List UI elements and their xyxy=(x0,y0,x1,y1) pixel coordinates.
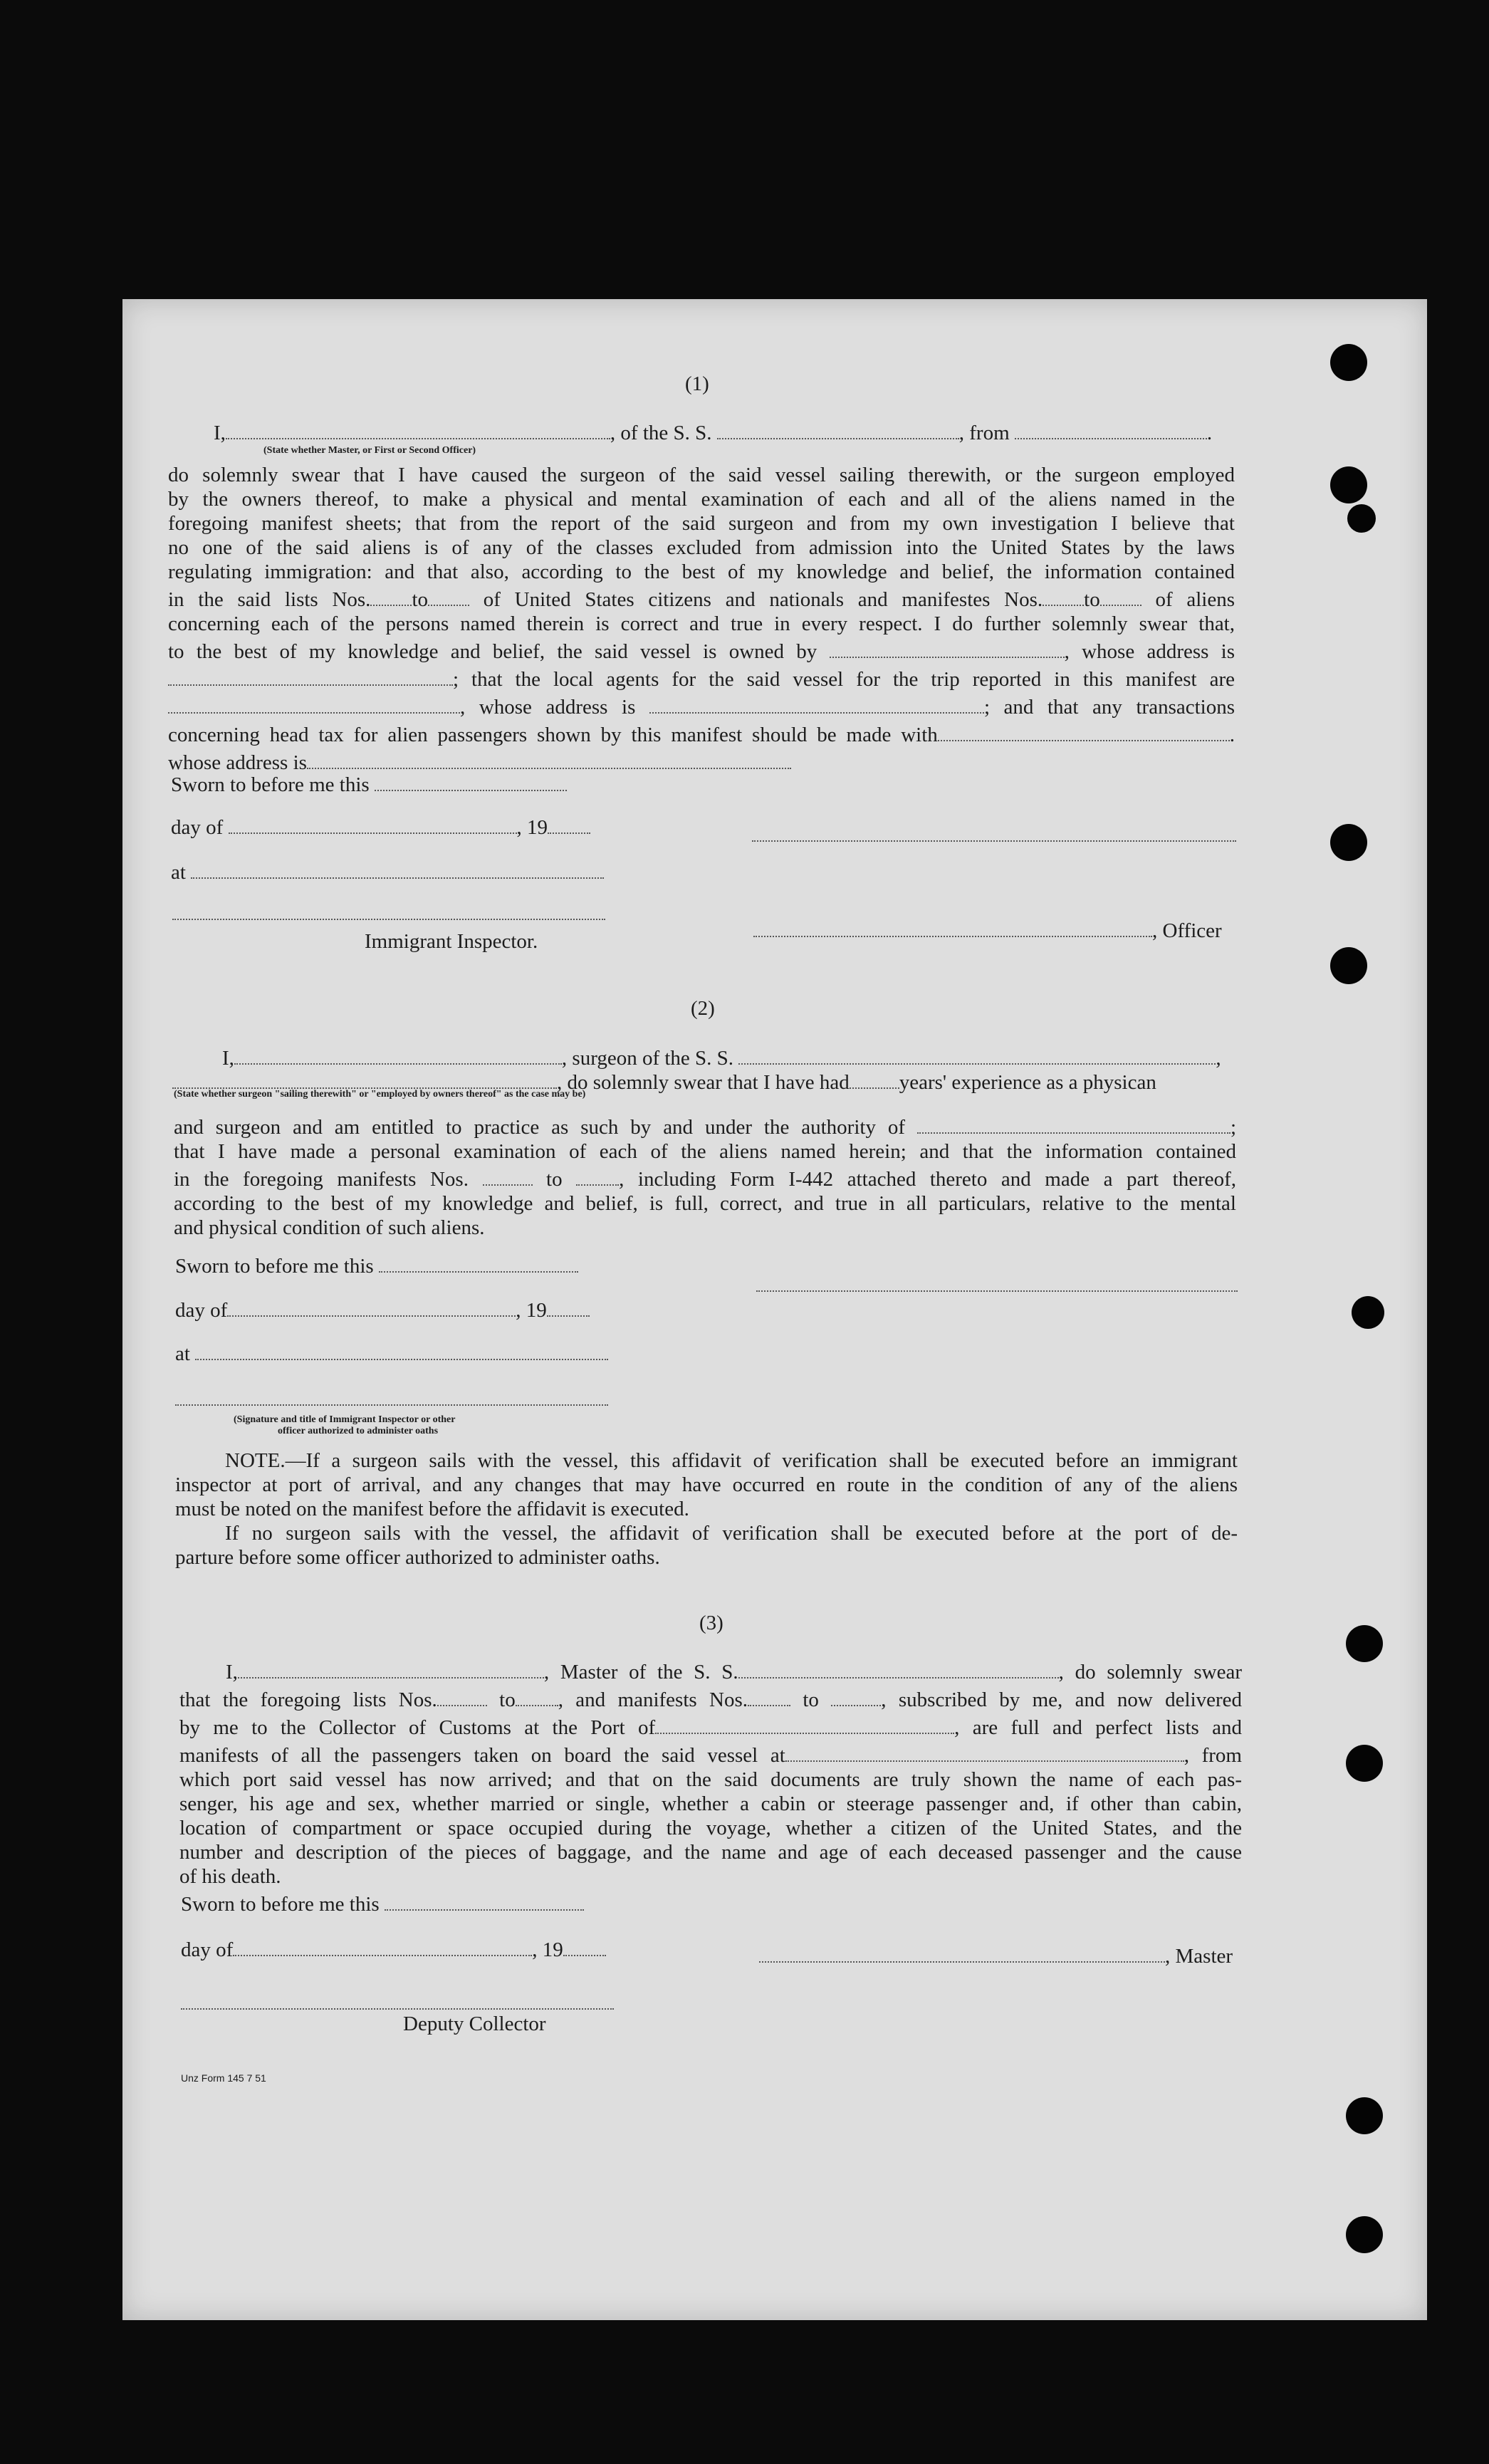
sec2-surgeon-signature[interactable] xyxy=(756,1290,1238,1292)
sec2-month-field[interactable] xyxy=(227,1295,516,1317)
punch-hole xyxy=(1330,344,1367,381)
lists-to-field[interactable] xyxy=(428,584,469,606)
sec3-manifests-to-field[interactable] xyxy=(831,1684,881,1706)
section-3-number: (3) xyxy=(699,1612,723,1634)
head-tax-address-field[interactable] xyxy=(307,747,791,769)
agents-field[interactable] xyxy=(168,691,460,714)
sec3-body: I, , Master of the S. S. , do solemnly swear that the foregoing lists Nos. to , and manifests Nos. to , subscribed by me, and now delivered by me to the Collector of Customs at the Port of , are full and perfect lists and manifests of all the passengers taken on board the said vessel at , from which port said vessel has now arrived; and that on the said documents are truly shown the name of each pas- senger, his age and sex, whether married or single, whether a cabin or steerage passenger and, if other than cabin, location of compartment or space occupied during the voyage, whether a citizen of the United States, and the number and description of the pieces of baggage, and the name and age of each deceased passenger and the cause of his death. xyxy=(179,1656,1242,1889)
sec3-master: , Master xyxy=(759,1941,1233,1967)
sec2-vessel-field[interactable] xyxy=(738,1043,1216,1065)
punch-hole xyxy=(1346,2216,1383,2253)
customs-port-field[interactable] xyxy=(655,1712,954,1734)
sec3-vessel-field[interactable] xyxy=(738,1656,1059,1679)
sec1-i-label: I, xyxy=(214,422,226,444)
sec1-line-1: I, , of the S. S. , from . xyxy=(214,417,1212,444)
sec2-sworn: Sworn to before me this xyxy=(175,1251,578,1277)
deputy-collector-label: Deputy Collector xyxy=(403,2013,546,2035)
sec1-body: do solemnly swear that I have caused the surgeon of the said vessel sailing therewith, or the surgeon employed by the owners thereof, to make a physical and mental examination of each and all of the aliens named in the foregoing manifest sheets; that from the report of the said surgeon and from my own investigation I believe that no one of the said aliens is of any of the classes excluded from admission into the United States by the laws regulating immigration: and that also, according to the best of my knowledge and belief, the information contained in the said lists Nos. to of United States citizens and nationals and manifestes Nos. to of aliens concerning each of the persons named therein is correct and true in every respect. I do further solemnly swear that, to the best of my knowledge and belief, the said vessel is owned by , whose address is ; that the local agents for the said vessel for the trip reported in this manifest are , whose address is ; and that any transactions concerning head tax for alien passengers shown by this manifest should be made with . whose address is xyxy=(168,464,1235,774)
sec2-signature-caption-1: (Signature and title of Immigrant Inspector or other xyxy=(234,1414,456,1425)
owner-field[interactable] xyxy=(830,636,1065,658)
sec2-manifests-to-field[interactable] xyxy=(576,1164,619,1186)
master-name-field[interactable] xyxy=(238,1656,544,1679)
sec2-signature-caption-2: officer authorized to administer oaths xyxy=(278,1426,439,1436)
manifests-to-field[interactable] xyxy=(1100,584,1141,606)
head-tax-agent-field[interactable] xyxy=(938,719,1230,741)
sec1-place-field[interactable] xyxy=(191,857,604,879)
sec2-line-2: , do solemnly swear that I have had years' experience as a physican xyxy=(172,1067,1156,1093)
surgeon-status-field[interactable] xyxy=(172,1067,557,1089)
sec3-lists-from-field[interactable] xyxy=(437,1684,487,1706)
sec3-day: day of , 19 xyxy=(181,1934,606,1961)
section-1-number: (1) xyxy=(685,372,709,395)
vessel-name-field[interactable] xyxy=(717,417,959,439)
sec1-officer: , Officer xyxy=(753,915,1222,941)
agents-address-field[interactable] xyxy=(649,691,984,714)
sec2-day: day of , 19 xyxy=(175,1295,590,1321)
punch-hole xyxy=(1330,466,1367,503)
sec3-lists-to-field[interactable] xyxy=(516,1684,558,1706)
sec1-day: day of , 19 xyxy=(171,812,590,838)
surgeon-name-field[interactable] xyxy=(234,1043,562,1065)
sec1-sworn-date-field[interactable] xyxy=(375,769,567,791)
punch-hole xyxy=(1347,504,1376,533)
manifests-from-field[interactable] xyxy=(1043,584,1084,606)
sec2-sworn-date-field[interactable] xyxy=(379,1251,578,1273)
sec3-sworn-date-field[interactable] xyxy=(385,1889,584,1911)
sec2-status-caption: (State whether surgeon "sailing therewith" or "employed by owners thereof" as the case may be) xyxy=(174,1089,586,1100)
section-2-number: (2) xyxy=(691,997,715,1020)
sec1-officer-signature[interactable] xyxy=(753,915,1152,937)
form-number: Unz Form 145 7 51 xyxy=(181,2072,266,2084)
deputy-collector-signature[interactable] xyxy=(181,2008,614,2010)
sec2-year-field[interactable] xyxy=(547,1295,590,1317)
punch-hole xyxy=(1346,1745,1383,1782)
sec3-month-field[interactable] xyxy=(233,1934,532,1956)
master-signature[interactable] xyxy=(759,1941,1165,1963)
sec2-inspector-signature[interactable] xyxy=(175,1404,608,1406)
departure-port-field[interactable] xyxy=(1015,417,1207,439)
lists-from-field[interactable] xyxy=(370,584,412,606)
sec2-line-1: I, , surgeon of the S. S. , xyxy=(222,1043,1221,1069)
sec3-sworn: Sworn to before me this xyxy=(181,1889,584,1915)
punch-hole xyxy=(1330,947,1367,984)
sec3-year-field[interactable] xyxy=(563,1934,606,1956)
sec2-body: and surgeon and am entitled to practice as such by and under the authority of ; that I have made a personal examination of each of the aliens named herein; and that the information contained in the foregoing manifests Nos. to , including Form I-442 attached thereto and made a part thereof, according to the best of my knowledge and belief, is full, correct, and true in all particulars, relative to the mental and physical condition of such aliens. xyxy=(174,1112,1236,1240)
sec1-month-field[interactable] xyxy=(229,812,517,834)
sec1-at: at xyxy=(171,857,604,883)
authority-field[interactable] xyxy=(917,1112,1231,1134)
sec1-inspector-signature[interactable] xyxy=(172,919,605,920)
sec1-officer-signature-top[interactable] xyxy=(752,840,1236,842)
sec2-place-field[interactable] xyxy=(195,1338,608,1360)
note-paragraph: NOTE.—If a surgeon sails with the vessel, this affidavit of verification shall be executed before an immigrant inspector at port of arrival, and any changes that may have occurred en route in the condition of any of the aliens must be noted on the manifest before the affidavit is executed. If no surgeon sails with the vessel, the affidavit of verification shall be executed before at the port of de- parture before some officer authorized to administer oaths. xyxy=(175,1449,1238,1569)
owner-address-field[interactable] xyxy=(168,664,453,686)
punch-hole xyxy=(1352,1296,1384,1329)
years-field[interactable] xyxy=(850,1067,899,1089)
punch-hole xyxy=(1346,1625,1383,1662)
sec3-manifests-from-field[interactable] xyxy=(748,1684,790,1706)
immigrant-inspector-label: Immigrant Inspector. xyxy=(365,930,538,953)
officer-rank-field[interactable] xyxy=(226,417,610,439)
embark-port-field[interactable] xyxy=(785,1740,1184,1762)
punch-hole xyxy=(1330,824,1367,861)
sec1-rank-caption: (State whether Master, or First or Second Officer) xyxy=(263,445,476,456)
punch-hole xyxy=(1346,2097,1383,2134)
sec1-year-field[interactable] xyxy=(548,812,590,834)
sec2-manifests-from-field[interactable] xyxy=(483,1164,533,1186)
sec2-at: at xyxy=(175,1338,608,1364)
sec1-sworn: Sworn to before me this xyxy=(171,769,567,795)
